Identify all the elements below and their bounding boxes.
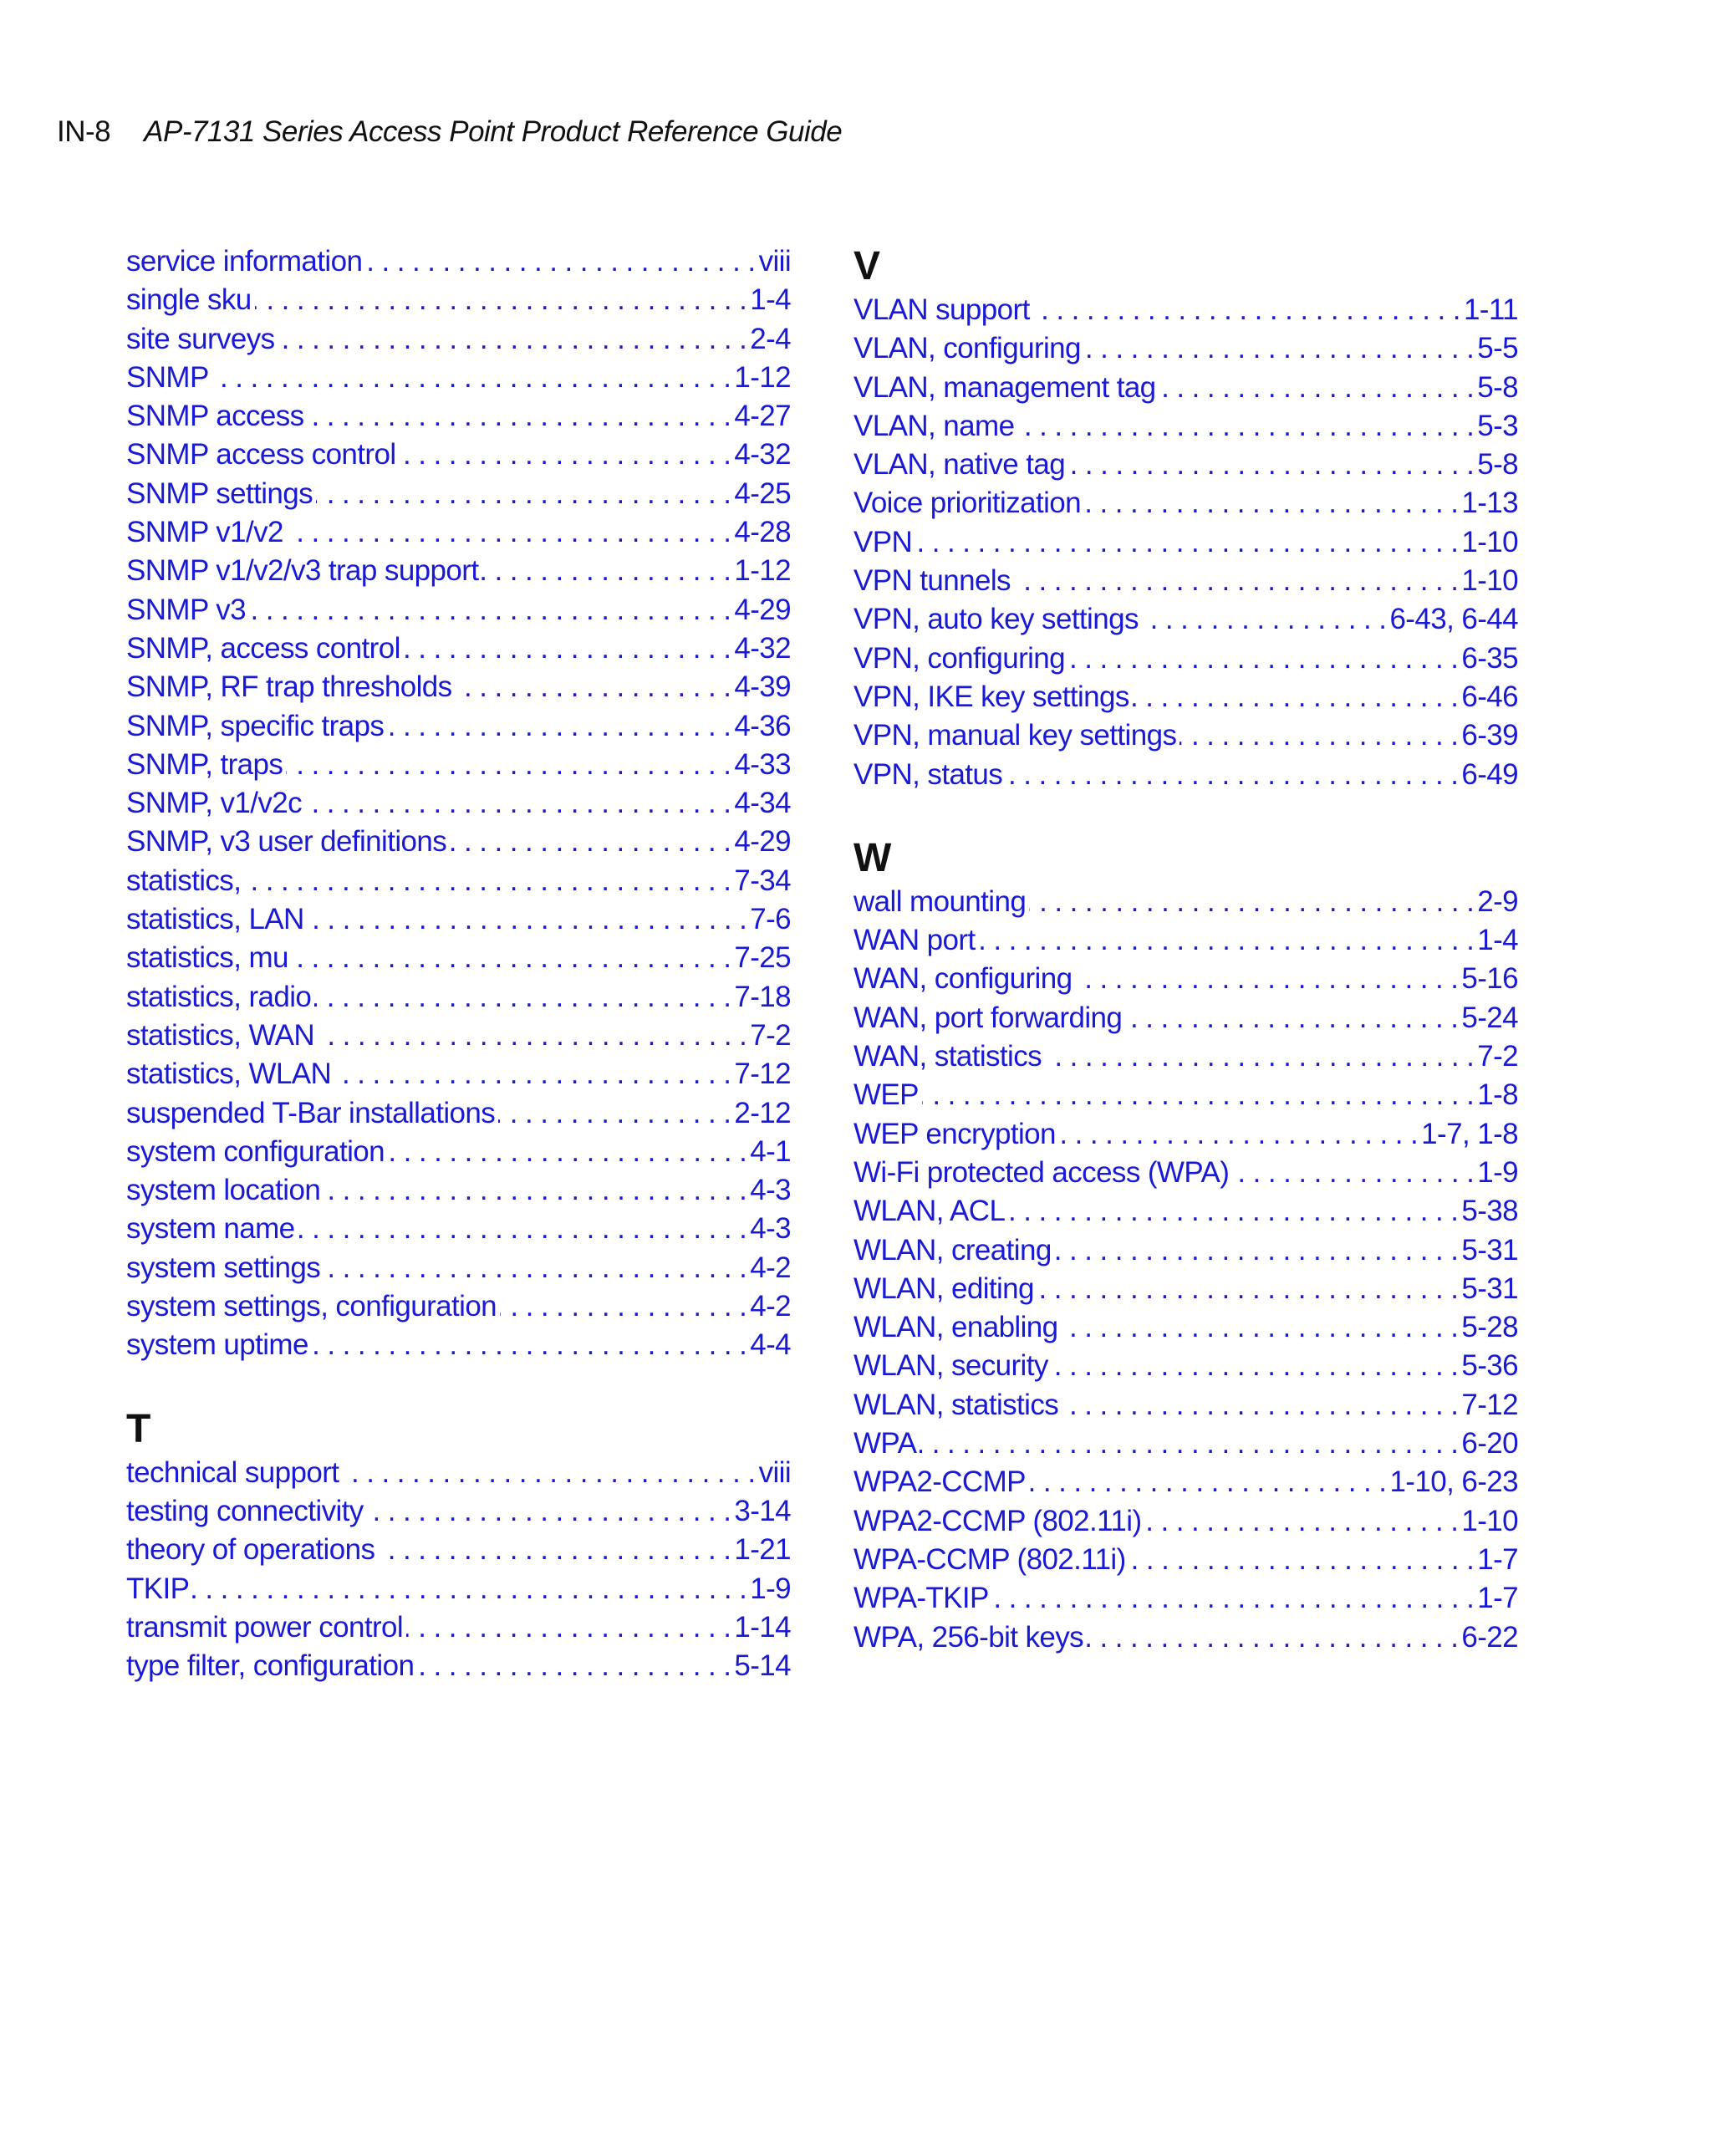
dot-leader [417,1647,731,1685]
index-page-ref[interactable]: 5-24 [1461,1001,1518,1034]
index-page-ref[interactable]: 7-2 [1477,1040,1518,1073]
index-entry[interactable] [853,407,1518,446]
index-page-ref[interactable]: 6-22 [1461,1620,1518,1654]
index-page-ref[interactable]: 1-9 [1477,1155,1518,1189]
index-term-link[interactable]: Wi-Fi protected access (WPA) [853,1155,1230,1189]
dot-leader [922,1076,1474,1114]
dot-leader [212,359,731,397]
index-page-ref[interactable]: 7-6 [750,903,791,936]
index-page-ref[interactable]: 1-7, 1-8 [1421,1117,1518,1150]
index-term-link[interactable]: statistics, WLAN [126,1058,332,1091]
index-page-ref[interactable]: 7-12 [1461,1388,1518,1421]
index-page-ref[interactable]: 5-3 [1477,409,1518,442]
index-page-ref[interactable]: 5-16 [1461,962,1518,996]
dot-leader [920,1425,1458,1463]
dot-leader [298,1210,747,1248]
index-term-link[interactable]: SNMP [126,360,209,394]
index-entry[interactable] [853,1308,1518,1347]
guide-title: AP-7131 Series Access Point Product Reference Guide [144,115,843,148]
dot-leader [316,475,731,513]
dot-leader [308,900,746,939]
index-entry[interactable] [126,1287,791,1326]
index-entry[interactable] [126,978,791,1017]
index-term-link[interactable]: type filter, configuration [126,1649,415,1683]
index-term-link[interactable]: statistics, radio [126,980,312,1013]
index-term-link[interactable]: VPN, configuring [853,641,1066,675]
index-entry[interactable] [126,1017,791,1055]
index-entry[interactable] [853,716,1518,755]
index-term-link[interactable]: WAN, configuring [853,962,1073,996]
index-page-ref[interactable]: 1-10 [1461,525,1518,558]
index-entry[interactable] [853,640,1518,678]
index-page-ref[interactable]: 2-12 [734,1096,791,1129]
dot-leader [244,862,731,900]
index-entry[interactable] [853,1579,1518,1618]
index-page-ref[interactable]: 4-2 [750,1290,791,1323]
index-page-ref[interactable]: 4-4 [750,1328,791,1362]
index-entry[interactable] [126,1492,791,1531]
dot-leader [1052,1347,1459,1385]
section-letter-heading: V [853,244,881,288]
index-page-ref[interactable]: 4-25 [734,477,791,510]
index-page-ref[interactable]: 5-8 [1477,370,1518,404]
dot-leader [1129,1541,1475,1579]
index-page-ref[interactable]: 5-8 [1477,448,1518,482]
index-entry[interactable] [126,1570,791,1608]
index-term-link[interactable]: VLAN, native tag [853,448,1066,482]
index-entry[interactable] [126,1094,791,1133]
index-entry[interactable] [126,1608,791,1647]
index-page-ref[interactable]: 6-39 [1461,719,1518,752]
index-term-link[interactable]: SNMP settings [126,477,313,510]
dot-leader [286,746,731,784]
dot-leader [318,1017,746,1055]
dot-leader [1006,756,1458,794]
index-page-ref[interactable]: 4-3 [750,1212,791,1246]
index-term-link[interactable]: statistics, LAN [126,903,304,936]
dot-leader [1062,1386,1458,1425]
index-page-ref[interactable]: 4-34 [734,787,791,820]
index-term-link[interactable]: single sku [126,283,252,317]
index-page-ref[interactable]: 1-11 [1463,293,1518,326]
index-term-link[interactable]: WPA-CCMP (802.11i) [853,1542,1126,1576]
dot-leader [292,939,731,977]
dot-leader [1033,291,1460,329]
index-entry[interactable] [853,600,1518,639]
index-entry[interactable] [853,1463,1518,1501]
index-term-link[interactable]: WLAN, statistics [853,1388,1059,1421]
index-entry[interactable] [126,359,791,397]
index-term-link[interactable]: WPA-TKIP [853,1582,989,1615]
index-page-ref[interactable]: 1-14 [734,1610,791,1644]
index-term-link[interactable]: WAN, port forwarding [853,1001,1123,1034]
index-entry[interactable] [853,883,1518,921]
index-page-ref[interactable]: 4-39 [734,670,791,704]
section-letter-heading: W [853,835,892,880]
index-term-link[interactable]: system uptime [126,1328,308,1362]
index-term-link[interactable]: VPN [853,525,913,558]
index-page-ref[interactable]: 4-1 [750,1134,791,1168]
index-page-ref[interactable]: 1-12 [734,554,791,588]
index-entry[interactable] [126,242,791,281]
index-page-ref[interactable]: 5-28 [1461,1311,1518,1344]
dot-leader [278,320,747,359]
index-entry[interactable] [853,1076,1518,1114]
dot-leader [404,629,731,668]
dot-leader [305,784,731,823]
index-term-link[interactable]: VLAN, name [853,409,1015,442]
dot-leader [1084,329,1474,368]
dot-leader [1055,1231,1459,1270]
index-term-link[interactable]: SNMP access control [126,438,396,471]
index-entry[interactable] [126,475,791,513]
index-term-link[interactable]: testing connectivity [126,1494,364,1527]
index-entry[interactable] [853,329,1518,368]
index-column-right [853,242,1518,1697]
index-page-ref[interactable]: 5-36 [1461,1349,1518,1383]
index-entry[interactable] [126,513,791,552]
index-term-link[interactable]: VPN, IKE key settings [853,680,1129,713]
dot-leader [1059,1115,1418,1154]
dot-leader [1017,407,1474,446]
dot-leader [388,1133,746,1171]
index-term-link[interactable]: system settings, configuration [126,1290,497,1323]
index-page-ref[interactable]: 6-43, 6-44 [1389,603,1518,636]
dot-leader [1180,716,1458,755]
index-term-link[interactable]: VPN, manual key settings [853,719,1177,752]
index-term-link[interactable]: WPA [853,1427,917,1460]
dot-leader [387,707,731,746]
index-term-link[interactable]: system settings [126,1251,321,1284]
index-page-ref[interactable]: 4-2 [750,1251,791,1284]
index-term-link[interactable]: system configuration [126,1134,385,1168]
dot-leader [334,1055,731,1093]
index-page-ref[interactable]: viii [758,1455,791,1489]
dot-leader [1062,1308,1459,1347]
index-term-link[interactable]: technical support [126,1455,339,1489]
index-entry[interactable] [853,756,1518,794]
dot-leader [1068,446,1474,484]
index-page-ref[interactable]: 1-4 [750,283,791,317]
index-page-ref[interactable]: 5-38 [1461,1195,1518,1228]
index-entry[interactable] [126,862,791,900]
index-term-link[interactable]: Voice prioritization [853,487,1082,520]
index-entry[interactable] [126,1055,791,1093]
index-section [853,242,1518,794]
index-term-link[interactable]: VPN tunnels [853,564,1011,598]
index-entry[interactable] [126,591,791,629]
index-term-link[interactable]: system name [126,1212,295,1246]
index-term-link[interactable]: theory of operations [126,1533,375,1567]
dot-leader [1068,640,1458,678]
index-term-link[interactable]: WPA2-CCMP [853,1465,1026,1499]
dot-leader [500,1287,746,1326]
index-page-ref[interactable]: 1-10, 6-23 [1389,1465,1518,1499]
dot-leader [378,1531,731,1569]
index-entry[interactable] [126,629,791,668]
index-entry[interactable] [126,436,791,474]
index-page-ref[interactable]: 6-46 [1461,680,1518,713]
index-entry[interactable] [853,523,1518,562]
index-entry[interactable] [853,446,1518,484]
index-term-link[interactable]: WPA2-CCMP (802.11i) [853,1504,1142,1537]
index-term-link[interactable]: VPN, status [853,757,1003,791]
index-term-link[interactable]: WLAN, editing [853,1272,1034,1305]
page-header [57,115,842,149]
index-term-link[interactable]: WLAN, ACL [853,1195,1006,1228]
page-number: IN-8 [57,115,111,148]
dot-leader [324,1171,746,1210]
index-entry[interactable] [853,1270,1518,1308]
index-page-ref[interactable]: 4-29 [734,825,791,859]
index-term-link[interactable]: SNMP, traps [126,747,283,781]
dot-leader [456,668,731,706]
index-page-ref[interactable]: 6-20 [1461,1427,1518,1460]
index-term-link[interactable]: WLAN, enabling [853,1311,1058,1344]
index-entry[interactable] [853,369,1518,407]
dot-leader [312,1326,746,1364]
index-page-ref[interactable]: 4-36 [734,709,791,742]
index-entry[interactable] [126,281,791,319]
index-entry[interactable] [126,1133,791,1171]
index-entry[interactable] [853,1231,1518,1270]
index-entry[interactable] [853,999,1518,1037]
section-letter-heading: T [126,1406,151,1451]
index-entry[interactable] [126,1454,791,1492]
index-entry[interactable] [126,320,791,359]
dot-leader [287,513,731,552]
dot-leader [308,397,731,436]
index-entry[interactable] [126,1647,791,1685]
index-page-ref[interactable]: 6-49 [1461,757,1518,791]
index-term-link[interactable]: statistics, [126,864,242,897]
index-entry[interactable] [853,484,1518,522]
index-term-link[interactable]: site surveys [126,322,275,355]
dot-leader [192,1570,746,1608]
index-term-link[interactable]: VLAN, management tag [853,370,1156,404]
index-entry[interactable] [126,900,791,939]
index-page-ref[interactable]: 1-10 [1461,1504,1518,1537]
index-entry[interactable] [126,823,791,861]
index-entry[interactable] [126,1171,791,1210]
dot-leader [255,281,747,319]
index-page-ref[interactable]: 4-29 [734,593,791,626]
index-page-ref[interactable]: 1-10 [1461,564,1518,598]
index-entry[interactable] [853,1192,1518,1231]
index-entry[interactable] [853,1115,1518,1154]
index-entry[interactable] [126,397,791,436]
index-page-ref[interactable]: 1-21 [734,1533,791,1567]
index-page-ref[interactable]: 2-4 [750,322,791,355]
dot-leader [400,436,731,474]
index-entry[interactable] [853,1541,1518,1579]
index-page-ref[interactable]: 7-2 [750,1018,791,1052]
dot-leader [1045,1037,1474,1076]
index-term-link[interactable]: WPA, 256-bit keys [853,1620,1084,1654]
index-term-link[interactable]: SNMP access [126,400,304,433]
index-entry[interactable] [853,960,1518,998]
dot-leader [1008,1192,1458,1231]
dot-leader [482,552,731,590]
dot-leader [1145,1502,1459,1541]
index-term-link[interactable]: SNMP v1/v2 [126,516,283,549]
dot-leader [342,1454,755,1492]
index-term-link[interactable]: wall mounting [853,884,1027,918]
index-term-link[interactable]: transmit power control [126,1610,404,1644]
index-page-ref[interactable]: 4-27 [734,400,791,433]
dot-leader [1029,883,1474,921]
dot-leader [1142,600,1387,639]
index-section [126,1405,791,1686]
index-entry[interactable] [853,562,1518,600]
index-term-link[interactable]: statistics, mu [126,941,288,975]
index-entry[interactable] [126,707,791,746]
dot-leader [365,242,755,281]
dot-leader [915,523,1458,562]
index-term-link[interactable]: WAN port [853,924,976,957]
index-term-link[interactable]: SNMP, v1/v2c [126,787,303,820]
dot-leader [1029,1463,1387,1501]
index-term-link[interactable]: SNMP, access control [126,631,400,665]
dot-leader [1087,1618,1458,1657]
index-page-ref[interactable]: 1-7 [1477,1582,1518,1615]
index-page-ref[interactable]: 4-32 [734,631,791,665]
dot-leader [249,591,731,629]
dot-leader [1084,484,1458,522]
dot-leader [1159,369,1475,407]
index-entry[interactable] [853,1154,1518,1192]
index-page-ref[interactable]: 5-31 [1461,1272,1518,1305]
index-page-ref[interactable]: viii [758,245,791,278]
index-term-link[interactable]: service information [126,245,363,278]
dot-leader [1075,960,1458,998]
index-page-ref[interactable]: 5-31 [1461,1233,1518,1267]
index-term-link[interactable]: SNMP v3 [126,593,246,626]
index-entry[interactable] [126,939,791,977]
dot-leader [979,921,1475,960]
index-page-ref[interactable]: 7-12 [734,1058,791,1091]
index-page-ref[interactable]: 7-25 [734,941,791,975]
index-term-link[interactable]: VLAN, configuring [853,332,1081,365]
dot-leader [992,1579,1474,1618]
index-entry[interactable] [853,678,1518,716]
index-term-link[interactable]: SNMP, specific traps [126,709,385,742]
index-entry[interactable] [126,1326,791,1364]
index-page-ref[interactable]: 4-3 [750,1174,791,1207]
index-entry[interactable] [853,291,1518,329]
index-page-ref[interactable]: 6-35 [1461,641,1518,675]
index-page-ref[interactable]: 1-9 [750,1572,791,1605]
index-term-link[interactable]: suspended T-Bar installations [126,1096,496,1129]
index-page-ref[interactable]: 7-34 [734,864,791,897]
index-page-ref[interactable]: 1-13 [1461,487,1518,520]
index-entry[interactable] [853,1618,1518,1657]
index-entry[interactable] [126,746,791,784]
index-section [126,242,791,1365]
index-term-link[interactable]: statistics, WAN [126,1018,314,1052]
index-term-link[interactable]: TKIP [126,1572,190,1605]
dot-leader [367,1492,731,1531]
index-term-link[interactable]: VLAN support [853,293,1030,326]
index-page-ref[interactable]: 7-18 [734,980,791,1013]
index-term-link[interactable]: VPN, auto key settings [853,603,1139,636]
index-term-link[interactable]: WEP encryption [853,1117,1056,1150]
index-entry[interactable] [126,1210,791,1248]
index-entry[interactable] [126,552,791,590]
dot-leader [498,1094,731,1133]
dot-leader [1037,1270,1458,1308]
index-page-ref[interactable]: 1-8 [1477,1078,1518,1112]
dot-leader [406,1608,731,1647]
index-entry[interactable] [126,1249,791,1287]
index-page-ref[interactable]: 1-7 [1477,1542,1518,1576]
index-page-ref[interactable]: 3-14 [734,1494,791,1527]
index-term-link[interactable]: system location [126,1174,321,1207]
index-entry[interactable] [126,1531,791,1569]
index-term-link[interactable]: WLAN, creating [853,1233,1052,1267]
index-entry[interactable] [126,784,791,823]
index-term-link[interactable]: WAN, statistics [853,1040,1042,1073]
dot-leader [1014,562,1458,600]
index-term-link[interactable]: WLAN, security [853,1349,1048,1383]
index-column-left [126,242,791,1725]
index-entry[interactable] [853,1425,1518,1463]
index-entry[interactable] [853,1347,1518,1385]
index-term-link[interactable]: SNMP v1/v2/v3 trap support [126,554,479,588]
index-term-link[interactable]: WEP [853,1078,919,1112]
dot-leader [1232,1154,1474,1192]
index-page-ref[interactable]: 4-32 [734,438,791,471]
index-page-ref[interactable]: 5-5 [1477,332,1518,365]
dot-leader [1125,999,1458,1037]
index-entry[interactable] [853,1037,1518,1076]
index-page-ref[interactable]: 1-12 [734,360,791,394]
index-section [853,834,1518,1657]
index-entry[interactable] [853,1386,1518,1425]
dot-leader [314,978,731,1017]
index-page-ref[interactable]: 4-33 [734,747,791,781]
index-entry[interactable] [126,668,791,706]
index-term-link[interactable]: SNMP, v3 user definitions [126,825,447,859]
dot-leader [324,1249,746,1287]
index-entry[interactable] [853,1502,1518,1541]
index-page-ref[interactable]: 2-9 [1477,884,1518,918]
dot-leader [450,823,731,861]
index-term-link[interactable]: SNMP, RF trap thresholds [126,670,452,704]
index-page-ref[interactable]: 1-4 [1477,924,1518,957]
index-page-ref[interactable]: 5-14 [734,1649,791,1683]
index-entry[interactable] [853,921,1518,960]
index-page-ref[interactable]: 4-28 [734,516,791,549]
dot-leader [1133,678,1459,716]
